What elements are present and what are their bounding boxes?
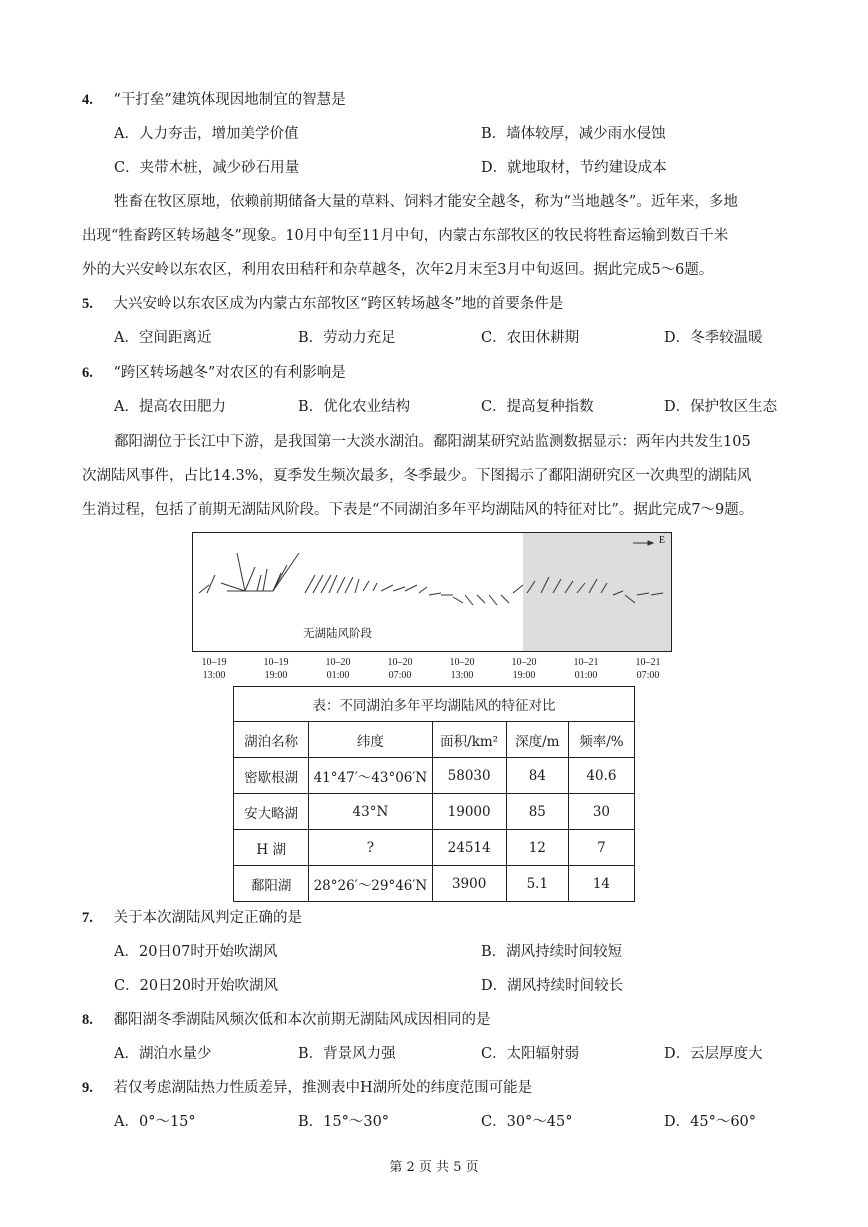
- option-a: A．20日07时开始吹湖风: [114, 944, 278, 960]
- cell: 鄱阳湖: [234, 866, 309, 902]
- question-number: 6.: [82, 365, 93, 381]
- cell: 41°47′～43°06′N: [309, 758, 432, 794]
- question-number: 9.: [82, 1080, 93, 1096]
- table-row: [234, 794, 635, 830]
- cell: 密歇根湖: [234, 758, 309, 794]
- wind-arrow: [465, 595, 473, 605]
- table-header-row: [234, 722, 635, 758]
- wind-arrow: [273, 553, 299, 591]
- wind-arrow: [321, 575, 331, 593]
- wind-arrow: [263, 569, 267, 591]
- option-c: C．30°～45°: [481, 1114, 573, 1130]
- wind-arrow: [453, 597, 463, 603]
- question-stem: 鄱阳湖冬季湖陆风频次低和本次前期无湖陆风成因相同的是: [113, 1012, 491, 1028]
- cell: 85: [506, 794, 568, 830]
- wind-arrow: [541, 577, 549, 593]
- wind-arrow: [337, 577, 345, 593]
- cell: 19000: [432, 794, 506, 830]
- wind-arrow: [373, 583, 377, 591]
- option-b: B．劳动力充足: [298, 330, 396, 346]
- wind-arrow: [577, 583, 585, 593]
- wind-arrow: [419, 587, 427, 593]
- header-area: 面积/km²: [432, 722, 506, 758]
- tick-label: 10–20 07:00: [387, 657, 413, 681]
- wind-arrow: [513, 585, 523, 593]
- option-d: D．45°～60°: [664, 1114, 757, 1130]
- cell: 安大略湖: [234, 794, 309, 830]
- header-latitude: 纬度: [309, 722, 432, 758]
- table-row: [234, 758, 635, 794]
- lake-comparison-table: [233, 686, 635, 902]
- cell: 7: [568, 830, 634, 866]
- table-row: [234, 866, 635, 902]
- option-b: B．墙体较厚，减少雨水侵蚀: [481, 126, 666, 142]
- option-c: C．夹带木桩，减少砂石用量: [114, 160, 300, 176]
- tick-label: 10–20 13:00: [449, 657, 475, 681]
- wind-arrow: [613, 591, 623, 595]
- option-b: B．背景风力强: [298, 1046, 396, 1062]
- option-a: A．空间距离近: [114, 330, 212, 346]
- option-c: C．20日20时开始吹湖风: [114, 978, 278, 994]
- tick-label: 10–20 01:00: [325, 657, 351, 681]
- wind-arrow: [363, 581, 369, 591]
- cell: 30: [568, 794, 634, 830]
- wind-arrow: [601, 583, 607, 593]
- question-number: 5.: [82, 296, 93, 312]
- option-d: D．就地取材，节约建设成本: [481, 160, 667, 176]
- question-stem: “跨区转场越冬”对农区的有利影响是: [113, 365, 346, 381]
- cell: 84: [506, 758, 568, 794]
- passage-1-line-2: 出现“牲畜跨区转场越冬”现象。10月中旬至11月中旬，内蒙古东部牧区的牧民将牲畜运输到数百千米: [82, 228, 729, 244]
- wind-arrow: [305, 575, 315, 593]
- wind-vector-figure: [192, 532, 672, 652]
- wind-arrow: [625, 595, 635, 603]
- cell: 12: [506, 830, 568, 866]
- question-number: 4.: [82, 92, 93, 108]
- option-d: D．冬季较温暖: [664, 330, 763, 346]
- question-number: 8.: [82, 1012, 93, 1028]
- tick-label: 10–19 13:00: [201, 657, 227, 681]
- question-5: [82, 294, 563, 314]
- option-b: B．15°～30°: [298, 1114, 390, 1130]
- question-6: [82, 363, 346, 383]
- option-c: C．太阳辐射弱: [481, 1046, 580, 1062]
- wind-arrow: [221, 583, 245, 591]
- wind-arrow: [329, 575, 337, 593]
- option-b: B．优化农业结构: [298, 399, 411, 415]
- table-row: [234, 830, 635, 866]
- question-9: [82, 1078, 532, 1098]
- option-a: A．提高农田肥力: [114, 399, 226, 415]
- wind-arrow: [477, 595, 485, 603]
- option-d: D．云层厚度大: [664, 1046, 763, 1062]
- wind-arrow: [565, 581, 573, 593]
- option-c: C．提高复种指数: [481, 399, 594, 415]
- wind-arrow: [527, 581, 535, 593]
- wind-arrow: [651, 593, 663, 595]
- question-number: 7.: [82, 910, 93, 926]
- header-depth: 深度/m: [506, 722, 568, 758]
- wind-arrow: [237, 553, 245, 591]
- wind-arrow: [429, 593, 441, 595]
- table-caption: 表：不同湖泊多年平均湖陆风的特征对比: [234, 687, 635, 722]
- option-a: A．人力夯击，增加美学价值: [114, 126, 299, 142]
- option-c: C．农田休耕期: [481, 330, 580, 346]
- header-frequency: 频率/%: [568, 722, 634, 758]
- page-footer: 第 2 页 共 5 页: [389, 1160, 479, 1175]
- cell: 3900: [432, 866, 506, 902]
- option-a: A．0°～15°: [114, 1114, 196, 1130]
- tick-label: 10–21 07:00: [635, 657, 661, 681]
- question-stem: “干打垒”建筑体现因地制宜的智慧是: [113, 92, 346, 108]
- wind-vectors: [193, 533, 671, 651]
- passage-1-line-3: 外的大兴安岭以东农区，利用农田秸秆和杂草越冬，次年2月末至3月中旬返回。据此完成5～6题。: [82, 262, 714, 278]
- wind-arrow: [589, 579, 597, 593]
- question-stem: 若仅考虑湖陆热力性质差异，推测表中H湖所处的纬度范围可能是: [113, 1080, 533, 1096]
- question-7: [82, 908, 302, 928]
- option-d: D．保护牧区生态: [664, 399, 778, 415]
- wind-arrow: [553, 579, 561, 593]
- passage-2-line-2: 次湖陆风事件，占比14.3%，夏季发生频次最多，冬季最少。下图揭示了鄱阳湖研究区一次典型的湖陆风: [82, 468, 752, 484]
- wind-arrow: [207, 575, 215, 593]
- option-a: A．湖泊水量少: [114, 1046, 212, 1062]
- option-d: D．湖风持续时间较长: [481, 978, 624, 994]
- wind-arrow: [381, 585, 393, 591]
- wind-arrow: [393, 587, 405, 591]
- wind-arrow: [405, 585, 417, 591]
- wind-arrow: [489, 595, 497, 605]
- question-stem: 关于本次湖陆风判定正确的是: [113, 910, 302, 926]
- wind-arrow: [273, 573, 281, 591]
- option-b: B．湖风持续时间较短: [481, 944, 623, 960]
- header-lake-name: 湖泊名称: [234, 722, 309, 758]
- passage-2-line-1: 鄱阳湖位于长江中下游，是我国第一大淡水湖泊。鄱阳湖某研究站监测数据显示：两年内共发生105: [114, 434, 751, 450]
- tick-label: 10–21 01:00: [573, 657, 599, 681]
- passage-1-line-1: 牲畜在牧区原地，依赖前期储备大量的草料、饲料才能安全越冬，称为“当地越冬”。近年来，多地: [114, 194, 738, 210]
- wind-arrow: [245, 567, 255, 591]
- passage-2-line-3: 生消过程，包括了前期无湖陆风阶段。下表是“不同湖泊多年平均湖陆风的特征对比”。据此完成7～9题。: [82, 502, 754, 518]
- legend-label: E: [658, 535, 665, 546]
- wind-arrow: [257, 575, 261, 591]
- cell: 58030: [432, 758, 506, 794]
- wind-arrow: [345, 577, 353, 593]
- question-4: [82, 90, 346, 110]
- question-8: [82, 1010, 490, 1030]
- cell: 24514: [432, 830, 506, 866]
- cell: ?: [309, 830, 432, 866]
- cell: 14: [568, 866, 634, 902]
- wind-arrow: [637, 593, 649, 595]
- cell: 43°N: [309, 794, 432, 830]
- tick-label: 10–19 19:00: [263, 657, 289, 681]
- question-stem: 大兴安岭以东农区成为内蒙古东部牧区“跨区转场越冬”地的首要条件是: [113, 296, 564, 312]
- wind-arrow: [355, 579, 359, 593]
- region-label: 无湖陆风阶段: [303, 626, 372, 640]
- wind-arrow: [501, 595, 509, 603]
- cell: 28°26′～29°46′N: [309, 866, 432, 902]
- cell: H 湖: [234, 830, 309, 866]
- wind-arrow: [313, 575, 323, 593]
- cell: 5.1: [506, 866, 568, 902]
- tick-label: 10–20 19:00: [511, 657, 537, 681]
- cell: 40.6: [568, 758, 634, 794]
